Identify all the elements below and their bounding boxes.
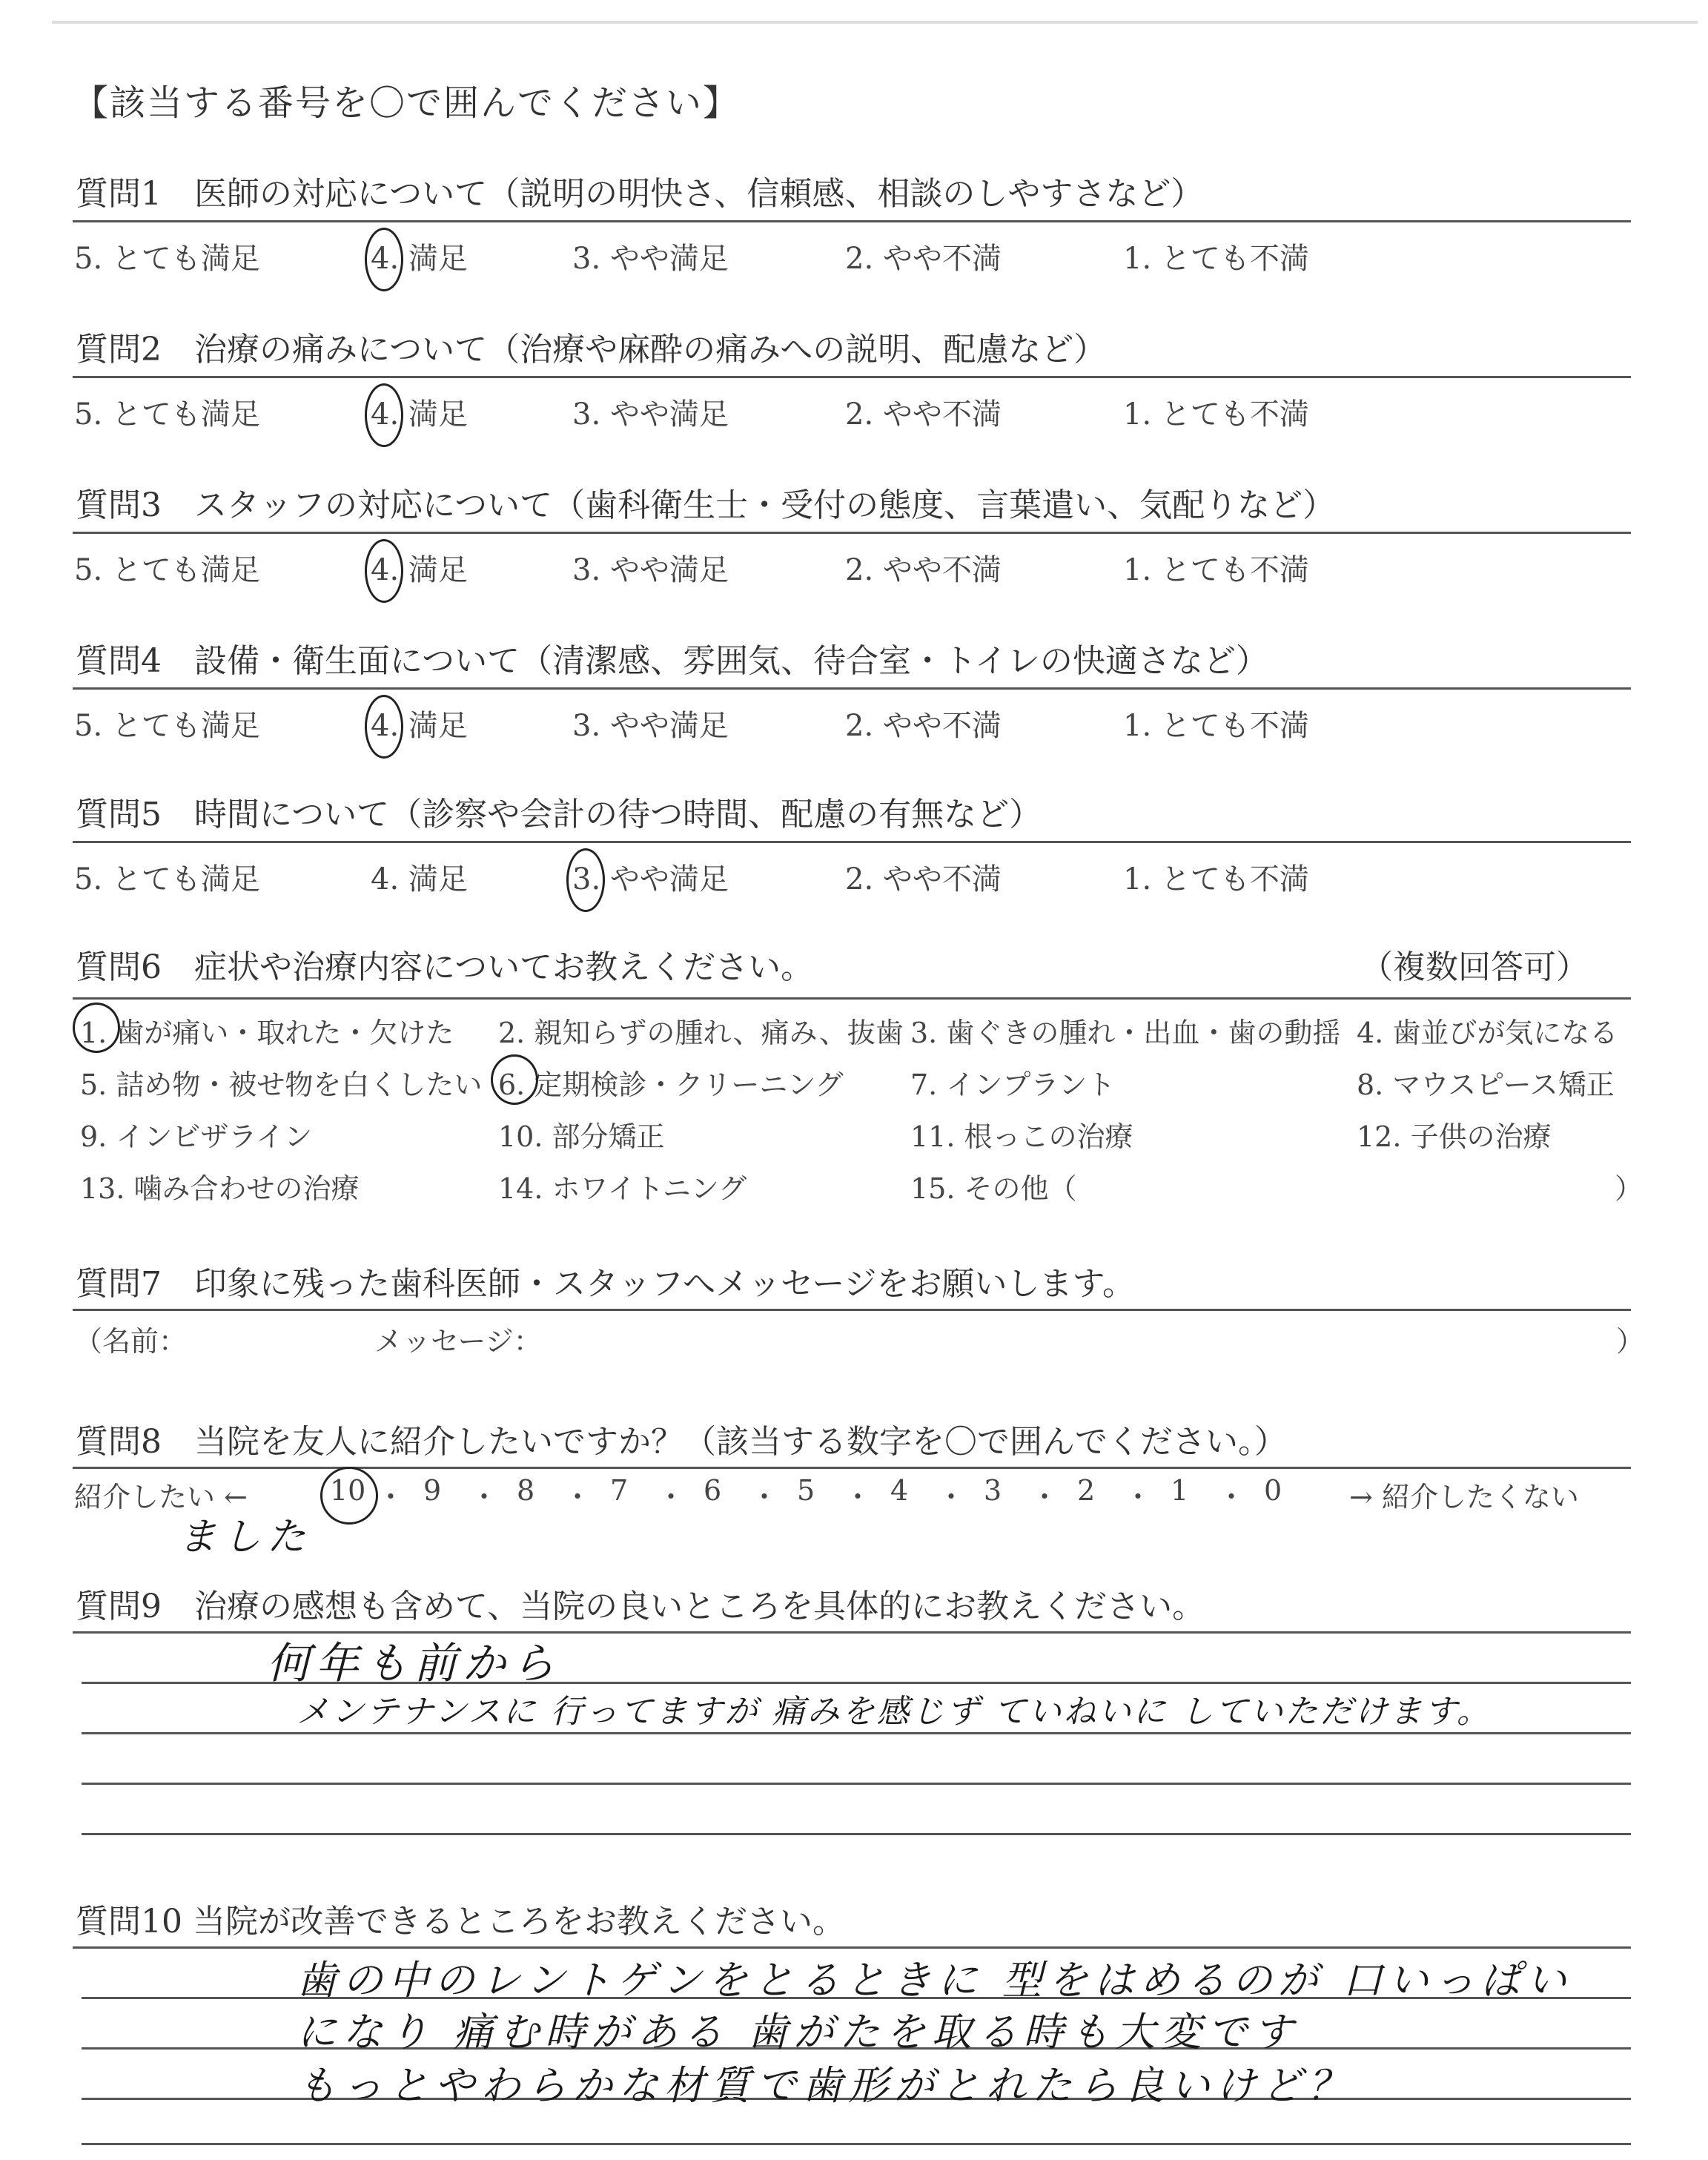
q4-title: 質問4 設備・衛生面について（清潔感、雰囲気、待合室・トイレの快適さなど） xyxy=(76,642,1268,680)
q4-option-3[interactable]: 3. やや満足 xyxy=(572,709,729,743)
q8-scale-value-1[interactable]: 1 xyxy=(1171,1474,1189,1507)
q7-title: 質問7 印象に残った歯科医師・スタッフへメッセージをお願いします。 xyxy=(76,1265,1135,1303)
q5-option-4[interactable]: 4. 満足 xyxy=(371,862,468,896)
q2-selected-circle xyxy=(365,383,403,447)
q5-option-1[interactable]: 1. とても不満 xyxy=(1123,862,1309,896)
q6-option-6[interactable]: 6. 定期検診・クリーニング xyxy=(498,1069,844,1101)
q3-title: 質問3 スタッフの対応について（歯科衛生士・受付の態度、言葉遣い、気配りなど） xyxy=(76,486,1336,524)
q3-selected-circle xyxy=(365,539,403,603)
q3-rule xyxy=(73,532,1631,534)
q6-option-8[interactable]: 8. マウスピース矯正 xyxy=(1357,1069,1615,1101)
q8-scale-separator: ・ xyxy=(1030,1481,1059,1513)
q10-answer-line-3: もっとやわらかな材質で歯形がとれたら良いけど？ xyxy=(297,2062,1354,2109)
q10-rule-5 xyxy=(82,2143,1631,2145)
q9-rule-3 xyxy=(82,1732,1631,1734)
q8-scale-value-9[interactable]: 9 xyxy=(423,1474,442,1507)
q4-option-2[interactable]: 2. やや不満 xyxy=(845,709,1002,743)
q8-scale-separator: ・ xyxy=(1217,1481,1246,1513)
q6-option-16[interactable]: ） xyxy=(1615,1172,1644,1205)
q8-rule xyxy=(73,1467,1631,1469)
q8-scale-value-2[interactable]: 2 xyxy=(1077,1474,1096,1507)
q10-title: 質問10 当院が改善できるところをお教えください。 xyxy=(76,1903,845,1941)
q4-option-4[interactable]: 4. 満足 xyxy=(371,709,468,743)
q8-scale-separator: ・ xyxy=(377,1481,406,1513)
q4-option-5[interactable]: 5. とても満足 xyxy=(74,709,260,743)
q8-scale-value-6[interactable]: 6 xyxy=(704,1474,722,1507)
q1-selected-circle xyxy=(365,228,403,291)
q6-option-10[interactable]: 10. 部分矯正 xyxy=(498,1120,665,1153)
q6-selected-circle-1 xyxy=(73,1003,120,1053)
q3-option-2[interactable]: 2. やや不満 xyxy=(845,553,1002,587)
page-title: 【該当する番号を〇で囲んでください】 xyxy=(73,82,741,124)
q1-option-2[interactable]: 2. やや不満 xyxy=(845,242,1002,276)
q6-option-5[interactable]: 5. 詰め物・被せ物を白くしたい xyxy=(80,1069,483,1101)
q8-scale-value-7[interactable]: 7 xyxy=(610,1474,629,1507)
q5-option-3[interactable]: 3. やや満足 xyxy=(572,862,729,896)
q6-option-15[interactable]: 15. その他（ xyxy=(910,1172,1077,1205)
q5-option-2[interactable]: 2. やや不満 xyxy=(845,862,1002,896)
q2-title: 質問2 治療の痛みについて（治療や麻酔の痛みへの説明、配慮など） xyxy=(76,331,1107,369)
q1-title: 質問1 医師の対応について（説明の明快さ、信頼感、相談のしやすさなど） xyxy=(76,175,1204,213)
q8-scale-separator: ・ xyxy=(750,1481,779,1513)
q5-option-5[interactable]: 5. とても満足 xyxy=(74,862,260,896)
q6-option-13[interactable]: 13. 噛み合わせの治療 xyxy=(80,1172,360,1205)
q1-rule xyxy=(73,220,1631,222)
q6-rule xyxy=(73,997,1631,1000)
q3-option-4[interactable]: 4. 満足 xyxy=(371,553,468,587)
q2-rule xyxy=(73,376,1631,378)
q8-scale-separator: ・ xyxy=(844,1481,873,1513)
q6-option-7[interactable]: 7. インプラント xyxy=(910,1069,1116,1101)
q6-option-1[interactable]: 1. 歯が痛い・取れた・欠けた xyxy=(80,1017,454,1049)
q8-scale-value-0[interactable]: 0 xyxy=(1264,1474,1282,1507)
q7-name-label: （名前： xyxy=(74,1325,188,1358)
q7-message-label: メッセージ： xyxy=(374,1325,542,1358)
q9-answer-line-2: メンテナンスに 行ってますが 痛みを感じず ていねいに していただけます。 xyxy=(297,1693,1492,1731)
q8-scale-value-4[interactable]: 4 xyxy=(890,1474,909,1507)
q6-option-2[interactable]: 2. 親知らずの腫れ、痛み、抜歯 xyxy=(498,1017,904,1049)
q8-scale-separator: ・ xyxy=(657,1481,686,1513)
q8-scale-value-10[interactable]: 10 xyxy=(330,1474,366,1507)
q8-selected-circle xyxy=(320,1467,378,1525)
q8-scale-separator: ・ xyxy=(563,1481,592,1513)
q8-scale-separator: ・ xyxy=(470,1481,499,1513)
q9-rule-4 xyxy=(82,1783,1631,1785)
q8-title: 質問8 当院を友人に紹介したいですか？（該当する数字を〇で囲んでください。） xyxy=(76,1423,1287,1461)
q1-option-4[interactable]: 4. 満足 xyxy=(371,242,468,276)
q4-selected-circle xyxy=(365,695,403,759)
q4-rule xyxy=(73,687,1631,690)
q9-rule-5 xyxy=(82,1833,1631,1835)
q6-selected-circle-6 xyxy=(491,1054,538,1105)
q6-option-9[interactable]: 9. インビザライン xyxy=(80,1120,313,1153)
q3-option-3[interactable]: 3. やや満足 xyxy=(572,553,729,587)
q6-option-14[interactable]: 14. ホワイトニング xyxy=(498,1172,747,1205)
q8-scale-value-5[interactable]: 5 xyxy=(797,1474,815,1507)
q8-scale-value-3[interactable]: 3 xyxy=(984,1474,1002,1507)
q3-option-5[interactable]: 5. とても満足 xyxy=(74,553,260,587)
q2-option-5[interactable]: 5. とても満足 xyxy=(74,397,260,432)
q2-option-2[interactable]: 2. やや不満 xyxy=(845,397,1002,432)
q5-selected-circle xyxy=(566,848,605,912)
q5-rule xyxy=(73,841,1631,843)
q6-title: 質問6 症状や治療内容についてお教えください。 xyxy=(76,948,814,986)
page-top-edge xyxy=(52,21,1698,24)
q2-option-4[interactable]: 4. 満足 xyxy=(371,397,468,432)
q8-scale-separator: ・ xyxy=(937,1481,966,1513)
q6-option-4[interactable]: 4. 歯並びが気になる xyxy=(1357,1017,1618,1049)
q6-note: （複数回答可） xyxy=(1360,948,1589,986)
q7-close-paren: ） xyxy=(1616,1325,1645,1358)
q3-option-1[interactable]: 1. とても不満 xyxy=(1123,553,1309,587)
q8-left-label: 紹介したい ← xyxy=(74,1481,248,1513)
q1-option-1[interactable]: 1. とても不満 xyxy=(1123,242,1309,276)
q8-scale-separator: ・ xyxy=(1124,1481,1153,1513)
q5-title: 質問5 時間について（診察や会計の待つ時間、配慮の有無など） xyxy=(76,796,1042,833)
q1-option-5[interactable]: 5. とても満足 xyxy=(74,242,260,276)
q1-option-3[interactable]: 3. やや満足 xyxy=(572,242,729,276)
q8-handwritten: ました xyxy=(178,1515,312,1559)
q10-answer-line-2: になり 痛む時がある 歯がたを取る時も大変です xyxy=(297,2009,1300,2055)
q8-right-label: → 紹介したくない xyxy=(1349,1481,1579,1513)
q9-title: 質問9 治療の感想も含めて、当院の良いところを具体的にお教えください。 xyxy=(76,1588,1205,1625)
q9-answer-line-1: 何年も前から xyxy=(267,1638,561,1688)
q6-option-12[interactable]: 12. 子供の治療 xyxy=(1357,1120,1552,1153)
q2-option-3[interactable]: 3. やや満足 xyxy=(572,397,729,432)
q6-option-3[interactable]: 3. 歯ぐきの腫れ・出血・歯の動揺 xyxy=(910,1017,1341,1049)
q10-answer-line-1: 歯の中のレントゲンをとるときに 型をはめるのが 口いっぱい xyxy=(297,1957,1572,2004)
q8-scale-value-8[interactable]: 8 xyxy=(517,1474,535,1507)
q6-option-11[interactable]: 11. 根っこの治療 xyxy=(910,1120,1133,1153)
q2-option-1[interactable]: 1. とても不満 xyxy=(1123,397,1309,432)
q7-rule xyxy=(73,1309,1631,1311)
q4-option-1[interactable]: 1. とても不満 xyxy=(1123,709,1309,743)
